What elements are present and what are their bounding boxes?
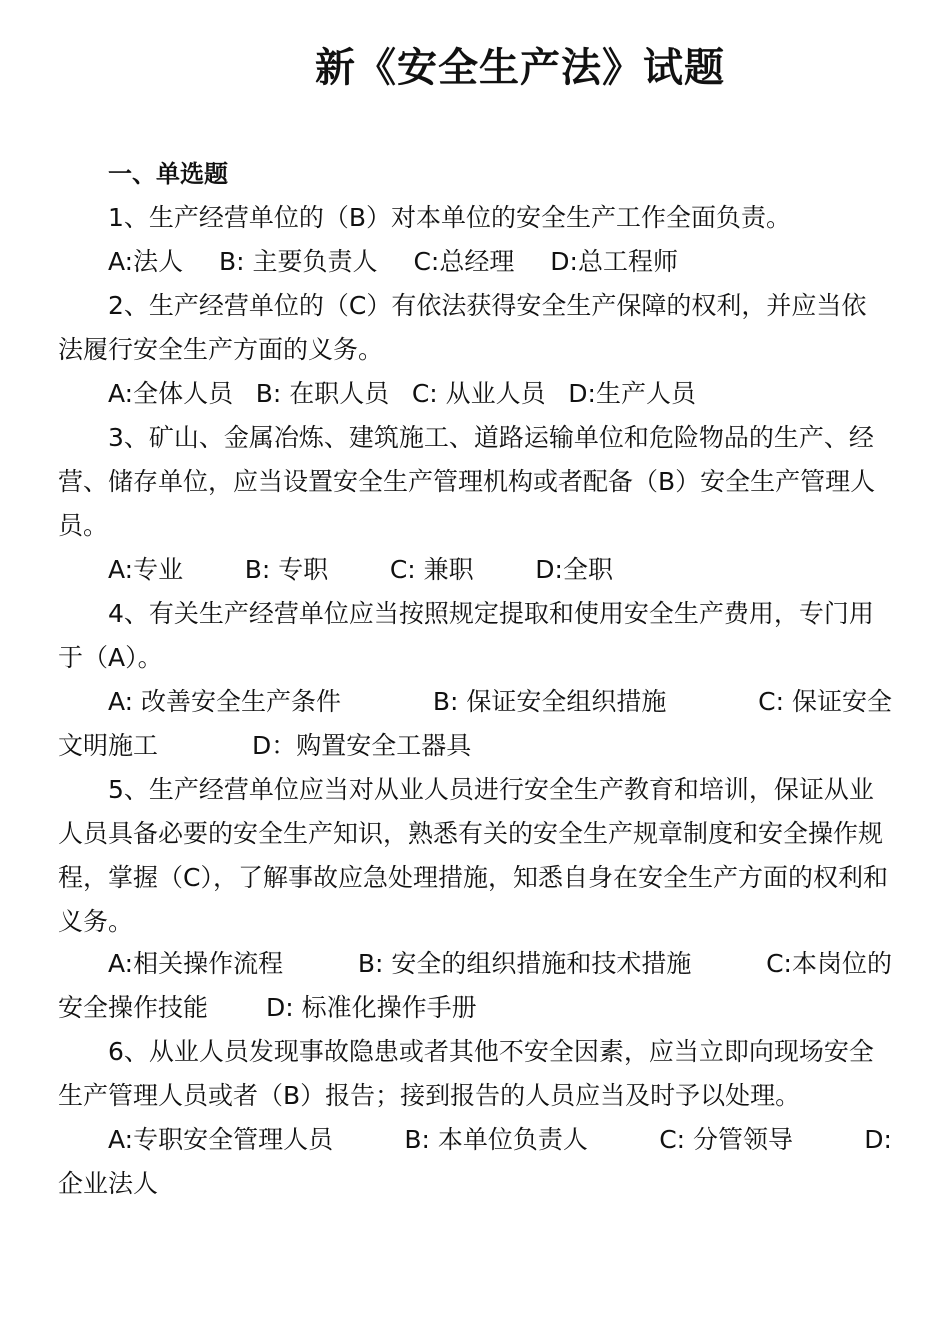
question-5-options-line-2 <box>58 990 477 1026</box>
option-c: C: 从业人员 <box>411 379 546 408</box>
option-d: D: <box>864 1125 892 1154</box>
option-b: B: 主要负责人 <box>219 247 378 276</box>
option-a: A:专职安全管理人员 <box>108 1125 334 1154</box>
option-b: B: 在职人员 <box>255 379 390 408</box>
option-d: D:生产人员 <box>568 379 696 408</box>
question-3-text-line-3: 员。 <box>58 511 109 540</box>
option-b: B: 专职 <box>244 555 329 584</box>
option-d: D:总工程师 <box>550 247 678 276</box>
question-3-text-line-1: 3、矿山、金属冶炼、建筑施工、道路运输单位和危险物品的生产、经 <box>108 423 874 452</box>
option-c-continued: 文明施工 <box>58 731 159 760</box>
question-5-options-line-1 <box>108 946 892 982</box>
option-a: A:相关操作流程 <box>108 949 284 978</box>
option-a: A:全体人员 <box>108 379 234 408</box>
question-1-text: 1、生产经营单位的（B）对本单位的安全生产工作全面负责。 <box>108 203 792 232</box>
question-6-text-line-1: 6、从业人员发现事故隐患或者其他不安全因素，应当立即向现场安全 <box>108 1037 874 1066</box>
option-c-continued: 安全操作技能 <box>58 993 209 1022</box>
question-2-text-line-2: 法履行安全生产方面的义务。 <box>58 335 384 364</box>
option-b: B: 本单位负责人 <box>404 1125 588 1154</box>
question-6-options-line-2 <box>58 1166 158 1202</box>
option-c: C: 分管领导 <box>659 1125 794 1154</box>
option-d: D: 标准化操作手册 <box>265 993 477 1022</box>
question-5-text-line-4: 义务。 <box>58 907 134 936</box>
question-5-text-line-3: 程，掌握（C），了解事故应急处理措施，知悉自身在安全生产方面的权利和 <box>58 863 888 892</box>
option-d-continued: 企业法人 <box>58 1169 159 1198</box>
option-c: C:总经理 <box>413 247 515 276</box>
option-b: B: 保证安全组织措施 <box>432 687 667 716</box>
section-heading: 一、单选题 <box>108 160 228 188</box>
question-2-text-line-1: 2、生产经营单位的（C）有依法获得安全生产保障的权利，并应当依 <box>108 291 867 320</box>
question-5-text-line-2: 人员具备必要的安全生产知识，熟悉有关的安全生产规章制度和安全操作规 <box>58 819 884 848</box>
option-a: A:法人 <box>108 247 184 276</box>
option-c: C:本岗位的 <box>766 949 892 978</box>
option-c: C: 保证安全 <box>758 687 892 716</box>
question-4-options-line-2 <box>58 728 471 764</box>
question-2-options <box>108 376 696 412</box>
option-d: D:全职 <box>535 555 613 584</box>
question-4-options-line-1 <box>108 684 892 720</box>
option-a: A: 改善安全生产条件 <box>108 687 342 716</box>
option-b: B: 安全的组织措施和技术措施 <box>357 949 692 978</box>
question-3-options <box>108 552 613 588</box>
option-a: A:专业 <box>108 555 184 584</box>
question-6-options-line-1 <box>108 1122 892 1158</box>
question-5-text-line-1: 5、生产经营单位应当对从业人员进行安全生产教育和培训，保证从业 <box>108 775 874 804</box>
page-title: 新《安全生产法》试题 <box>315 45 725 91</box>
option-d: D：购置安全工器具 <box>251 731 472 760</box>
question-1-options <box>108 244 678 280</box>
question-3-text-line-2: 营、储存单位，应当设置安全生产管理机构或者配备（B）安全生产管理人 <box>58 467 876 496</box>
question-4-text-line-1: 4、有关生产经营单位应当按照规定提取和使用安全生产费用，专门用 <box>108 599 874 628</box>
question-6-text-line-2: 生产管理人员或者（B）报告；接到报告的人员应当及时予以处理。 <box>58 1081 801 1110</box>
question-4-text-line-2: 于（A）。 <box>58 643 163 672</box>
option-c: C: 兼职 <box>389 555 474 584</box>
